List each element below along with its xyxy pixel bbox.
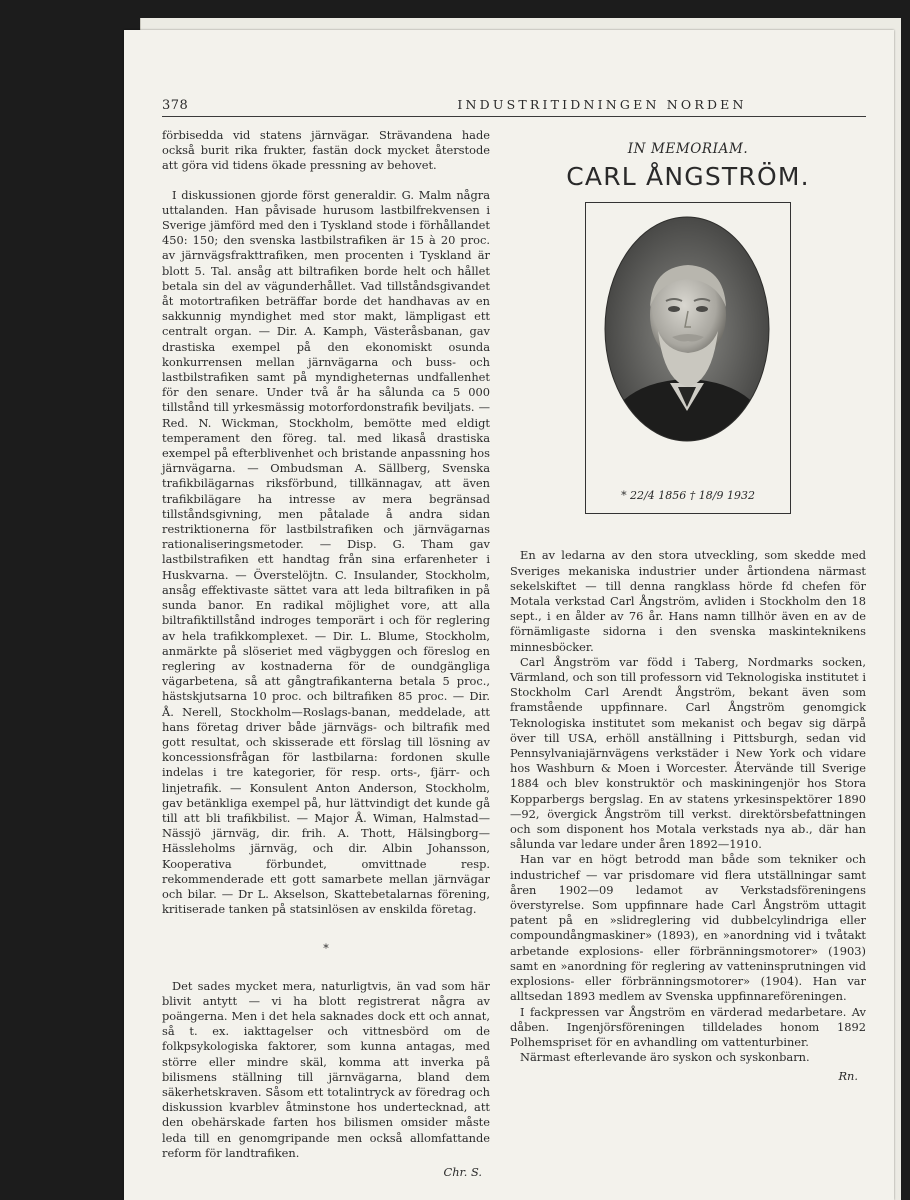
obituary-text xyxy=(510,548,866,1084)
obituary-signature: Rn. xyxy=(838,1069,858,1084)
page-header xyxy=(162,94,866,117)
right-column xyxy=(510,128,866,1085)
portrait-image xyxy=(592,211,782,481)
memoriam-name: CARL ÅNGSTRÖM. xyxy=(566,162,810,192)
section-separator: * xyxy=(323,942,329,956)
article-paragraph-conclusion: Det sades mycket mera, naturligtvis, än vad som här blivit antytt — vi ha blott registrerat några av poängerna. Men i det hela saknades dock ett och annat, så t. ex. iakttagelser och vittnesbörd om de folkpsykologiska faktorer, som kunna antagas, med större eller mindre skäl, komma att inverka på bilismens ställning till järnvägarna, bland dem säkerhetskraven. Såsom ett totalintryck av föredrag och diskussion kvarblev åtminstone hos undertecknad, att den obehärskade farten hos bilismen omsider måste leda till en genomgripande men också allomfattande reform för landtrafiken. xyxy=(162,978,490,1160)
memoriam-label: IN MEMORIAM. xyxy=(627,141,749,157)
magazine-page xyxy=(124,30,894,1200)
obituary-paragraph-1: En av ledarna av den stora utveckling, som skedde med Sveriges mekaniska industrier under årtiondena närmast sekelskiftet — till denna rangklass hörde fd chefen för Motala verkstad Carl Ångström, avliden i Stockholm den 18 sept., i en ålder av 76 år. Hans namn tillhör även en av de förnämligaste sidorna i den svenska maskinteknikens minnesböcker. xyxy=(510,548,866,654)
article-signature: Chr. S. xyxy=(443,1165,482,1179)
page-number: 378 xyxy=(162,98,189,113)
portrait-dates: * 22/4 1856 † 18/9 1932 xyxy=(621,489,755,503)
running-title: INDUSTRITIDNINGEN NORDEN xyxy=(457,97,747,112)
portrait-frame xyxy=(585,202,791,514)
article-paragraph-intro: förbisedda vid statens järnvägar. Strävandena hade också burit rika frukter, fastän dock mycket återstode att göra vid tidens ökade pressning av behovet. xyxy=(162,128,490,173)
left-column xyxy=(162,128,490,1180)
obituary-paragraph-2: Carl Ångström var född i Taberg, Nordmarks socken, Värmland, och son till professorn vid Teknologiska institutet i Stockholm Carl Arendt Ångström, bekant även som framstående uppfinnare. Carl Ångström genomgick Teknologiska institutet som mekanist och begav sig därpå över till USA, erhöll anställning i Pittsburgh, sedan vid Pennsylvaniajärnvägens verkstäder i New York och vidare hos Washburn & Moen i Worcester. Återvände till Sverige 1884 och blev konstruktör och maskiningenjör hos Stora Kopparbergs bergslag. En av statens yrkesinspektörer 1890—92, övergick Ångström till verkst. direktörsbefattningen och som disponent hos Motala verkstads nya ab., där han sålunda var ledare under åren 1892—1910. xyxy=(510,654,866,852)
obituary-paragraph-5: Närmast efterlevande äro syskon och syskonbarn. xyxy=(520,1050,810,1065)
obituary-paragraph-3: Han var en högt betrodd man både som tekniker och industrichef — var prisdomare vid flera utställningar samt åren 1902—09 ledamot av Verkstadsföreningens överstyrelse. Som uppfinnare hade Carl Ångström uttagit patent på en »slidreglering vid dubbelcylindriga eller compoundångmaskiner» (1893), en »anordning vid i tvåtakt arbetande explosions- eller förbränningsmotorer» (1903) samt en »anordning för reglering av vatteninsprutningen vid explosions- eller förbränningsmotorer» (1904). Han var alltsedan 1893 medlem av Svenska uppfinnareföreningen. xyxy=(510,852,866,1004)
article-paragraph-discussion: I diskussionen gjorde först generaldir. G. Malm några uttalanden. Han påvisade hurusom lastbilfrekvensen i Sverige jämförd med den i Tyskland stode i förhållandet 450: 150; den svenska lastbilstrafiken är 15 à 20 proc. av järnvägsfrakttrafiken, men procenten i Tyskland är blott 5. Tal. ansåg att biltrafiken borde helt och hållet betala sin del av vägunderhållet. Vad tillståndsgivandet åt motortrafiken beträffar borde det handhavas av en sakkunnig myndighet med stor makt, lämpligast ett centralt organ. — Dir. A. Kamph, Västeråsbanan, gav drastiska exempel på den ekonomiskt osunda konkurrensen mellan järnvägarna och buss- och lastbilstrafiken samt på myndigheternas undfallenhet för den senare. Under två år ha sålunda ca 5 000 tillstånd till yrkesmässig motorfordonstrafik beviljats. — Red. N. Wickman, Stockholm, bemötte med eldigt temperament den föreg. tal. med likaså drastiska exempel på efterblivenhet och bristande anpassning hos järnvägarna. — Ombudsman A. Sällberg, Svenska trafikbilägarnas riksförbund, tillkännagav, att även trafikbilägare ha intresse av mera begränsad tillståndsgivning, men påtalade å andra sidan restriktionerna för lastbilstrafiken och järnvägarnas rationaliseringsmetoder. — Disp. G. Tham gav lastbilstrafiken ett handtag från sina erfarenheter i Huskvarna. — Överstelöjtn. C. Insulander, Stockholm, ansåg effektivaste sättet vara att leda biltrafiken in på sunda banor. En radikal möjlighet vore, att alla biltrafiktillstånd indroges temporärt i och för reglering av hela trafikkomplexet. — Dir. L. Blume, Stockholm, anmärkte på slöseriet med vägbyggen och föreslog en reglering av kostnaderna för de oundgängliga vägarbetena, så att gångtrafikanterna betala 5 proc., hästskjutsarna 10 proc. och biltrafiken 85 proc. — Dir. Å. Nerell, Stockholm—Roslags-banan, meddelade, att hans företag driver både järnvägs- och biltrafik med gott resultat, och skisserade ett förslag till lösning av koncessionsfrågan för lastbilarna: fordonen skulle indelas i tre kategorier, för resp. orts-, fjärr- och linjetrafik. — Konsulent Anton Anderson, Stockholm, gav betänkliga exempel på, hur lättvindigt det kunde gå till att bli trafikbilist. — Major Å. Wiman, Halmstad—Nässjö järnväg, dir. frih. A. Thott, Hälsingborg—Hässleholms järnväg, och dir. Albin Johansson, Kooperativa förbundet, omvittnade resp. rekommenderade ett gott samarbete mellan järnvägar och bilar. — Dr L. Akselson, Skattebetalarnas förening, kritiserade tanken på statsinlösen av enskilda företag. xyxy=(162,187,490,917)
obituary-paragraph-4: I fackpressen var Ångström en värderad medarbetare. Av dåben. Ingenjörsföreningen tilldelades honom 1892 Polhemspriset för en avhandling om vattenturbiner. xyxy=(510,1004,866,1049)
